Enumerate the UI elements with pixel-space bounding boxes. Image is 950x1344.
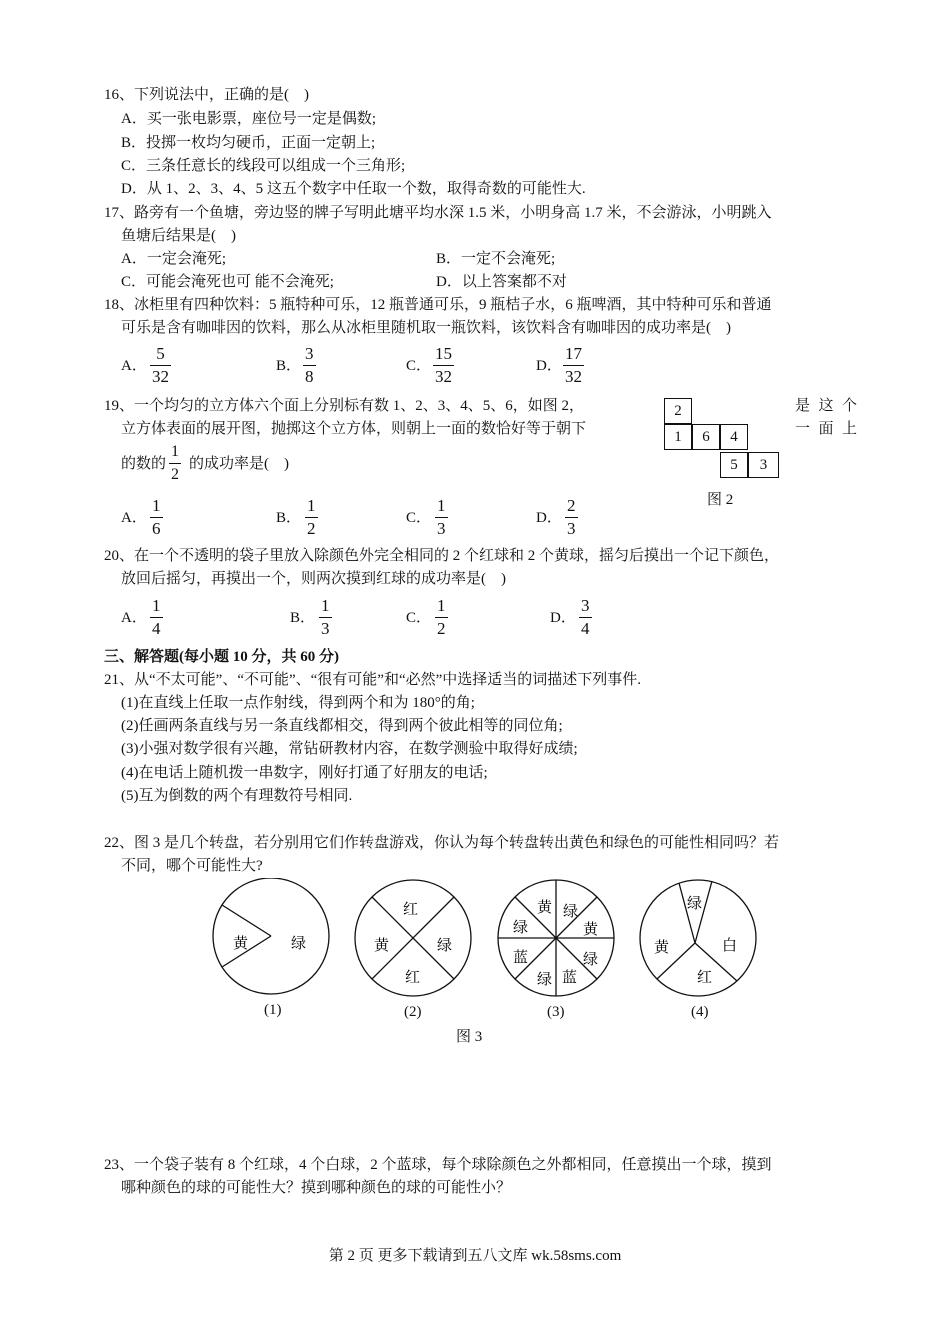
- q17-line2: 鱼塘后结果是( ): [121, 228, 236, 244]
- q19-line1-right: 是 这 个: [795, 398, 857, 414]
- q21-stem: 21、从“不太可能”、“不可能”、“很有可能”和“必然”中选择适当的词描述下列事件.: [104, 672, 642, 688]
- spinner-3-blue-bottom: 蓝: [562, 970, 578, 986]
- q18-fraction-a: $\frac{5}{32}$: [152, 344, 169, 386]
- q19-label-a: A．: [121, 510, 147, 526]
- spinner-4-label: (4): [691, 1004, 709, 1020]
- section-3-heading: 三、解答题(每小题 10 分，共 60 分): [104, 649, 339, 665]
- spinner-3-green-right: 绿: [583, 952, 599, 968]
- q18-fraction-d: $\frac{17}{32}$: [565, 344, 582, 386]
- page-footer: 第 2 页 更多下载请到五八文库 wk.58sms.com: [328, 1248, 622, 1264]
- spinner-3-blue-left: 蓝: [513, 950, 529, 966]
- q19-label-d: D．: [536, 510, 562, 526]
- q20-label-d: D．: [550, 610, 576, 626]
- spinner-2-red-top: 红: [403, 902, 419, 918]
- spinner-2-red-bottom: 红: [405, 970, 421, 986]
- q19-half-fraction: $\frac{1}{2}$: [171, 443, 179, 483]
- spinner-3: [498, 880, 614, 996]
- net-cell-4: 4: [720, 424, 748, 450]
- spinner-1-green: 绿: [291, 936, 307, 952]
- q16-option-d: D．从 1、2、3、4、5 这五个数字中任取一个数，取得奇数的可能性大.: [121, 181, 586, 197]
- q20-label-a: A．: [121, 610, 147, 626]
- q20-label-b: B．: [290, 610, 316, 626]
- figure-2-caption: 图 2: [707, 492, 734, 508]
- spinner-4-yellow: 黄: [654, 940, 670, 956]
- q17-option-d: D．以上答案都不对: [436, 274, 567, 290]
- q19-line3-end: 的成功率是( ): [189, 456, 289, 472]
- q21-item-3: (3)小强对数学很有兴趣，常钻研教材内容，在数学测验中取得好成绩;: [121, 741, 578, 757]
- q19-fraction-c: $\frac{1}{3}$: [437, 496, 446, 538]
- q19-line2: 立方体表面的展开图，抛掷这个立方体，则朝上一面的数恰好等于朝下: [121, 421, 587, 437]
- q16-option-b: B．投掷一枚均匀硬币，正面一定朝上;: [121, 135, 376, 151]
- q18-label-b: B．: [276, 358, 302, 374]
- net-cell-6: 6: [692, 424, 720, 450]
- q16-option-c: C．三条任意长的线段可以组成一个三角形;: [121, 158, 406, 174]
- q20-line2: 放回后摇匀，再摸出一个，则两次摸到红球的成功率是( ): [121, 571, 506, 587]
- q16-option-a: A．买一张电影票，座位号一定是偶数;: [121, 111, 377, 127]
- q16-stem: 16、下列说法中，正确的是( ): [104, 87, 309, 103]
- spinner-3-yellow-right: 黄: [583, 922, 599, 938]
- spinner-1-label: (1): [264, 1002, 282, 1018]
- q18-label-a: A．: [121, 358, 147, 374]
- q19-fraction-a: $\frac{1}{6}$: [152, 496, 161, 538]
- spinner-1-yellow: 黄: [233, 936, 249, 952]
- spinner-1: [213, 878, 329, 994]
- spinner-3-green-left: 绿: [513, 920, 529, 936]
- figure-3-caption: 图 3: [456, 1029, 483, 1045]
- q21-item-4: (4)在电话上随机拨一串数字，刚好打通了好朋友的电话;: [121, 765, 488, 781]
- q18-label-c: C．: [406, 358, 432, 374]
- spinner-3-yellow-top: 黄: [537, 900, 553, 916]
- net-cell-1: 1: [664, 424, 692, 450]
- spinner-4-green: 绿: [687, 896, 703, 912]
- net-cell-5: 5: [720, 452, 748, 478]
- q17-line1: 17、路旁有一个鱼塘，旁边竖的牌子写明此塘平均水深 1.5 米，小明身高 1.7 米，不会游泳，小明跳入: [104, 205, 772, 221]
- q19-fraction-b: $\frac{1}{2}$: [307, 496, 316, 538]
- net-cell-2: 2: [664, 398, 692, 424]
- q18-fraction-b: $\frac{3}{8}$: [305, 344, 314, 386]
- q19-label-c: C．: [406, 510, 432, 526]
- spinner-2-label: (2): [404, 1004, 422, 1020]
- q20-fraction-a: $\frac{1}{4}$: [152, 596, 161, 638]
- q18-fraction-c: $\frac{15}{32}$: [435, 344, 452, 386]
- q23-line1: 23、一个袋子装有 8 个红球，4 个白球，2 个蓝球，每个球除颜色之外都相同，任意摸出一个球，摸到: [104, 1157, 772, 1173]
- q21-item-2: (2)任画两条直线与另一条直线都相交，得到两个彼此相等的同位角;: [121, 718, 563, 734]
- spinner-3-label: (3): [547, 1004, 565, 1020]
- q21-item-5: (5)互为倒数的两个有理数符号相同.: [121, 788, 353, 804]
- q19-line2-right: 一 面 上: [795, 421, 857, 437]
- q20-fraction-b: $\frac{1}{3}$: [321, 596, 330, 638]
- q19-line1: 19、一个均匀的立方体六个面上分别标有数 1、2、3、4、5、6，如图 2，: [104, 398, 585, 414]
- q19-label-b: B．: [276, 510, 302, 526]
- spinner-4-red: 红: [697, 970, 713, 986]
- q22-line2: 不同，哪个可能性大?: [121, 858, 263, 874]
- spinner-3-green-bottom: 绿: [537, 972, 553, 988]
- q17-option-a: A．一定会淹死;: [121, 251, 227, 267]
- q19-line3-start: 的数的: [121, 456, 167, 472]
- net-cell-3: 3: [748, 452, 779, 478]
- figure-3-spinners: [0, 878, 950, 1008]
- q19-fraction-d: $\frac{2}{3}$: [567, 496, 576, 538]
- q22-line1: 22、图 3 是几个转盘，若分别用它们作转盘游戏，你认为每个转盘转出黄色和绿色的可能性相同吗？若: [104, 835, 780, 851]
- q23-line2: 哪种颜色的球的可能性大？摸到哪种颜色的球的可能性小？: [121, 1180, 512, 1196]
- spinner-2-yellow: 黄: [374, 938, 390, 954]
- q20-line1: 20、在一个不透明的袋子里放入除颜色外完全相同的 2 个红球和 2 个黄球，摇匀后摸出一个记下颜色，: [104, 548, 780, 564]
- q17-option-b: B．一定不会淹死;: [436, 251, 556, 267]
- spinner-4-white: 白: [722, 938, 738, 954]
- q20-fraction-d: $\frac{3}{4}$: [581, 596, 590, 638]
- q18-line1: 18、冰柜里有四种饮料：5 瓶特种可乐，12 瓶普通可乐，9 瓶桔子水，6 瓶啤酒，其中特种可乐和普通: [104, 297, 772, 313]
- spinner-2-green: 绿: [437, 938, 453, 954]
- q17-option-c: C．可能会淹死也可 能不会淹死;: [121, 274, 334, 290]
- q20-fraction-c: $\frac{1}{2}$: [437, 596, 446, 638]
- q20-label-c: C．: [406, 610, 432, 626]
- q21-item-1: (1)在直线上任取一点作射线，得到两个和为 180°的角;: [121, 695, 475, 711]
- q18-label-d: D．: [536, 358, 562, 374]
- q18-line2: 可乐是含有咖啡因的饮料，那么从冰柜里随机取一瓶饮料，该饮料含有咖啡因的成功率是( ): [121, 320, 731, 336]
- spinner-3-green-top: 绿: [563, 904, 579, 920]
